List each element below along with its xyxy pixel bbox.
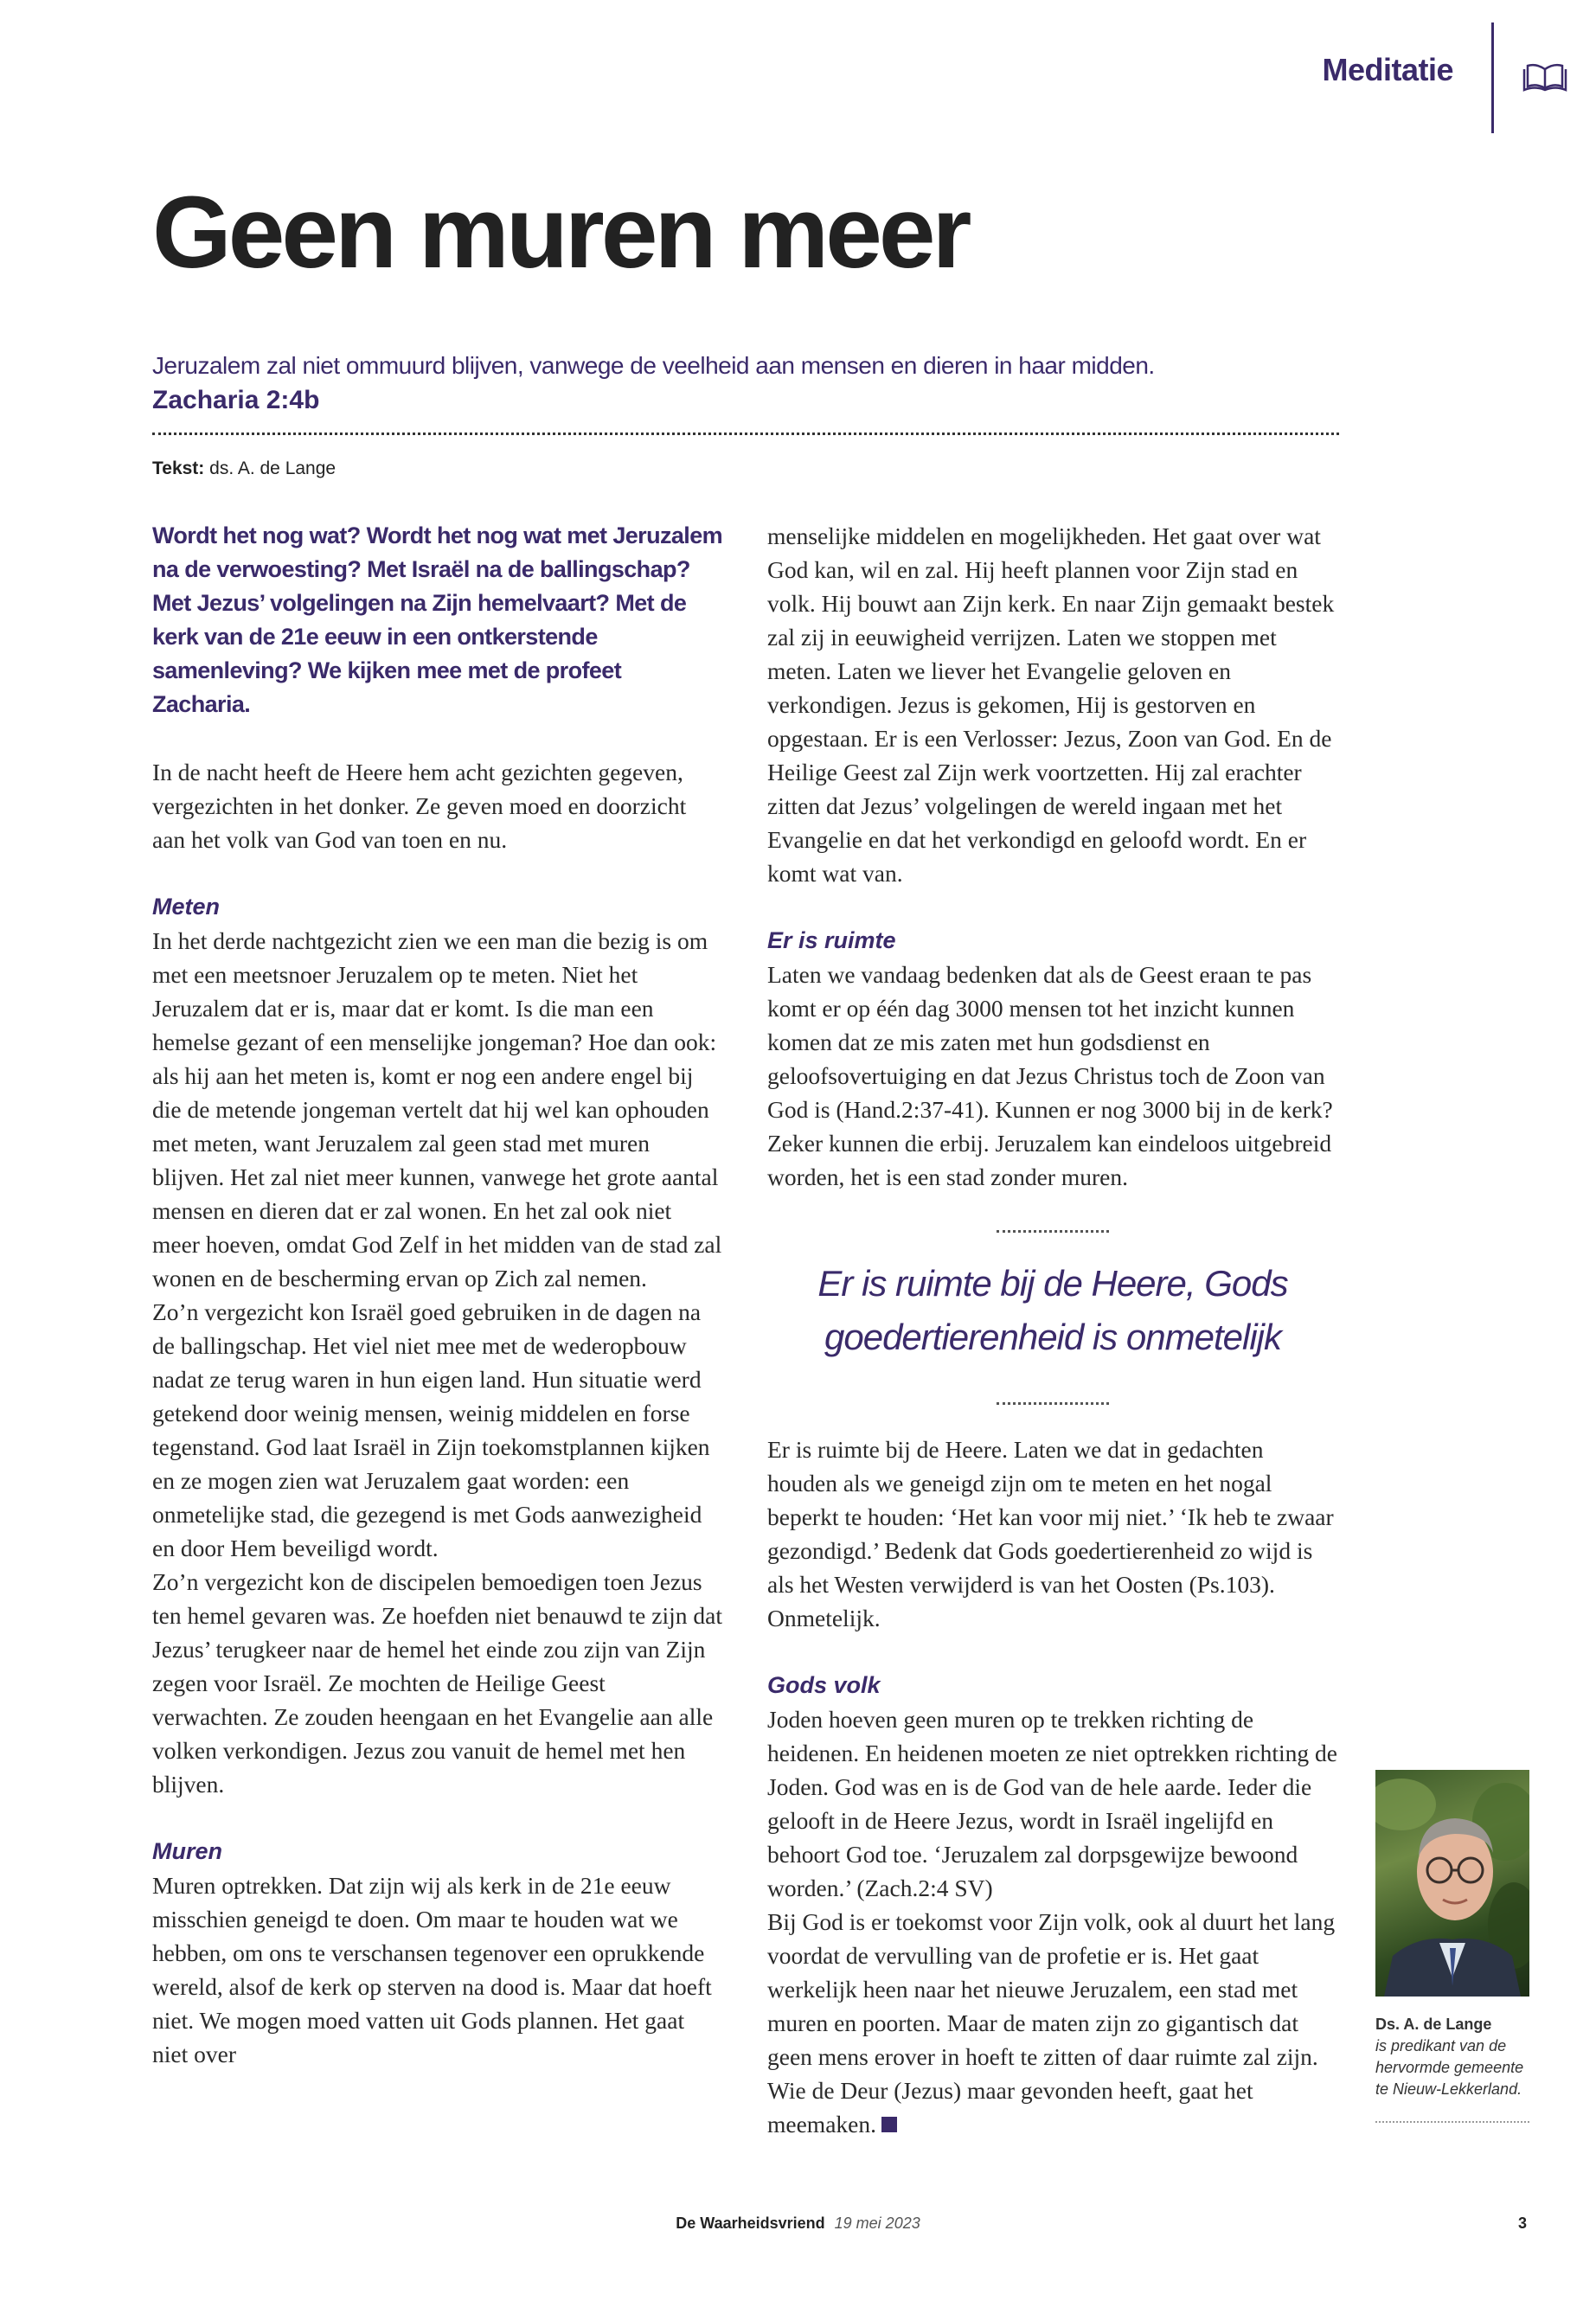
byline-label: Tekst: <box>152 458 205 478</box>
pull-quote-block <box>767 1208 1338 1413</box>
section-label: Meditatie <box>1322 52 1453 87</box>
dotted-divider <box>152 433 1339 435</box>
publication-date: 19 mei 2023 <box>834 2214 920 2232</box>
column-left <box>152 519 723 2071</box>
intro-reference: Zacharia 2:4b <box>152 386 320 414</box>
page-number: 3 <box>1518 2214 1528 2232</box>
paragraph: Er is ruimte bij de Heere. Laten we dat in gedachten houden als we geneigd zijn om te meten en het nogal beperkt te houden: ‘Het kan voor mij niet.’ ‘Ik heb te zwaar gezondigd.’ Bedenk dat Gods goedertierenheid zo wijd is als het Westen verwijderd is van het Oosten (Ps.103). Onmetelijk. <box>767 1436 1334 1631</box>
subheading-er-is-ruimte: Er is ruimte <box>767 927 896 953</box>
pull-quote: Er is ruimte bij de Heere, Gods goedertierenheid is onmetelijk <box>817 1263 1288 1357</box>
publication-name: De Waarheidsvriend <box>676 2214 825 2232</box>
paragraph: In het derde nachtgezicht zien we een man die bezig is om met een meetsnoer Jeruzalem op te meten. Niet het Jeruzalem dat er is, maar dat er komt. Is die man een hemelse gezant of een menselijke jongeman? Hoe dan ook: als hij aan het meten is, komt er nog een andere engel bij die de metende jongeman vertelt dat hij wel kan ophouden met meten, want Jeruzalem zal geen stad met muren blijven. Het zal niet meer kunnen, vanwege het grote aantal mensen en dieren dat er zal wonen. En het zal ook niet meer hoeven, omdat God Zelf in het midden van de stad zal wonen en de bescherming ervan op Zich zal nemen. <box>152 927 722 1292</box>
byline-author: ds. A. de Lange <box>209 458 337 478</box>
author-name: Ds. A. de Lange <box>1375 2016 1492 2033</box>
paragraph: Zo’n vergezicht kon Israël goed gebruiken in de dagen na de ballingschap. Het viel niet mee met de wederopbouw nadat ze terug waren in hun eigen land. Hun situatie werd getekend door weinig mensen, weinig middelen en forse tegenstand. God laat Israël in Zijn toekomstplannen kijken en ze mogen zien wat Jeruzalem gaat worden: een onmetelijke stad, die gezegend is met Gods aanwezigheid en door Hem beveiligd wordt. <box>152 1298 710 1561</box>
byline <box>152 458 336 479</box>
end-mark-icon <box>881 2117 897 2132</box>
pull-quote-dots-top <box>997 1230 1109 1233</box>
paragraph: menselijke middelen en mogelijkheden. Het gaat over wat God kan, wil en zal. Hij heeft plannen voor Zijn stad en volk. Hij bouwt aan Zijn kerk. En naar Zijn gemaakt bestek zal zij in eeuwigheid verrijzen. Laten we stoppen met meten. Laten we liever het Evangelie geloven en verkondigen. Jezus is gekomen, Hij is gestorven en opgestaan. Er is een Verlosser: Jezus, Zoon van God. En de Heilige Geest zal Zijn werk voortzetten. Hij zal erachter zitten dat Jezus’ volgelingen de wereld ingaan met het Evangelie en dat het verkondigd en geloofd wordt. En er komt wat van. <box>767 522 1335 887</box>
article-title: Geen muren meer <box>152 176 969 290</box>
subheading-muren: Muren <box>152 1838 222 1864</box>
open-book-icon <box>1521 61 1569 95</box>
subheading-gods-volk: Gods volk <box>767 1672 881 1698</box>
author-caption <box>1375 2014 1540 2100</box>
lead-paragraph: Wordt het nog wat? Wordt het nog wat met Jeruzalem na de verwoesting? Met Israël na de ballingschap? Met Jezus’ volgelingen na Zijn hemelvaart? Met de kerk van de 21e eeuw in een ontkerstende samenleving? We kijken mee met de profeet Zacharia. <box>152 522 723 717</box>
final-paragraph <box>767 1905 1338 2141</box>
final-paragraph-text: Bij God is er toekomst voor Zijn volk, ook al duurt het lang voordat de vervulling van de profetie er is. Het gaat werkelijk heen naar het nieuwe Jeruzalem, een stad met muren en poorten. Maar de maten zijn zo gigantisch dat geen mens erover in hoeft te zitten of daar ruimte zal zijn. Wie de Deur (Jezus) maar gevonden heeft, gaat het meemaken. <box>767 1908 1336 2138</box>
paragraph: Muren optrekken. Dat zijn wij als kerk in de 21e eeuw misschien geneigd te doen. Om maar te houden wat we hebben, om ons te verschansen tegenover een oprukkende wereld, alsof de kerk op sterven na dood is. Maar dat hoeft niet. We mogen moed vatten uit Gods plannen. Het gaat niet over <box>152 1872 712 2067</box>
paragraph: Zo’n vergezicht kon de discipelen bemoedigen toen Jezus ten hemel gevaren was. Ze hoefden niet benauwd te zijn dat Jezus’ terugkeer naar de hemel het einde zou zijn van Zijn zegen voor Israël. Ze mochten de Heilige Geest verwachten. Ze zouden heengaan en het Evangelie aan alle volken verkondigen. Jezus zou vanuit de hemel met hen blijven. <box>152 1568 722 1798</box>
intro-quote: Jeruzalem zal niet ommuurd blijven, vanwege de veelheid aan mensen en dieren in haar midden. <box>152 352 1155 379</box>
pull-quote-dots-bottom <box>997 1402 1109 1405</box>
subheading-meten: Meten <box>152 894 221 920</box>
author-portrait-illustration <box>1375 1770 1529 1997</box>
caption-divider <box>1375 2121 1529 2123</box>
author-photo <box>1375 1770 1529 1997</box>
paragraph: Joden hoeven geen muren op te trekken richting de heidenen. En heidenen moeten ze niet optrekken richting de Joden. God was en is de God van de hele aarde. Ieder die gelooft in de Heere Jezus, wordt in Israël ingelijfd en behoort God toe. ‘Jeruzalem zal dorpsgewijze bewoond worden.’ (Zach.2:4 SV) <box>767 1706 1337 1901</box>
paragraph: In de nacht heeft de Heere hem acht gezichten gegeven, vergezichten in het donker. Ze geven moed en doorzicht aan het volk van God van toen en nu. <box>152 759 687 853</box>
footer <box>0 2214 1596 2233</box>
header-rule <box>1491 22 1494 133</box>
author-role: is predikant van de hervormde gemeente te Nieuw-Lekkerland. <box>1375 2037 1524 2098</box>
column-right <box>767 519 1338 2141</box>
paragraph: Laten we vandaag bedenken dat als de Geest eraan te pas komt er op één dag 3000 mensen tot het inzicht kunnen komen dat ze mis zaten met hun godsdienst en geloofsovertuiging en dat Jezus Christus toch de Zoon van God is (Hand.2:37-41). Kunnen er nog 3000 bij in de kerk? Zeker kunnen die erbij. Jeruzalem kan eindeloos uitgebreid worden, het is een stad zonder muren. <box>767 961 1333 1190</box>
